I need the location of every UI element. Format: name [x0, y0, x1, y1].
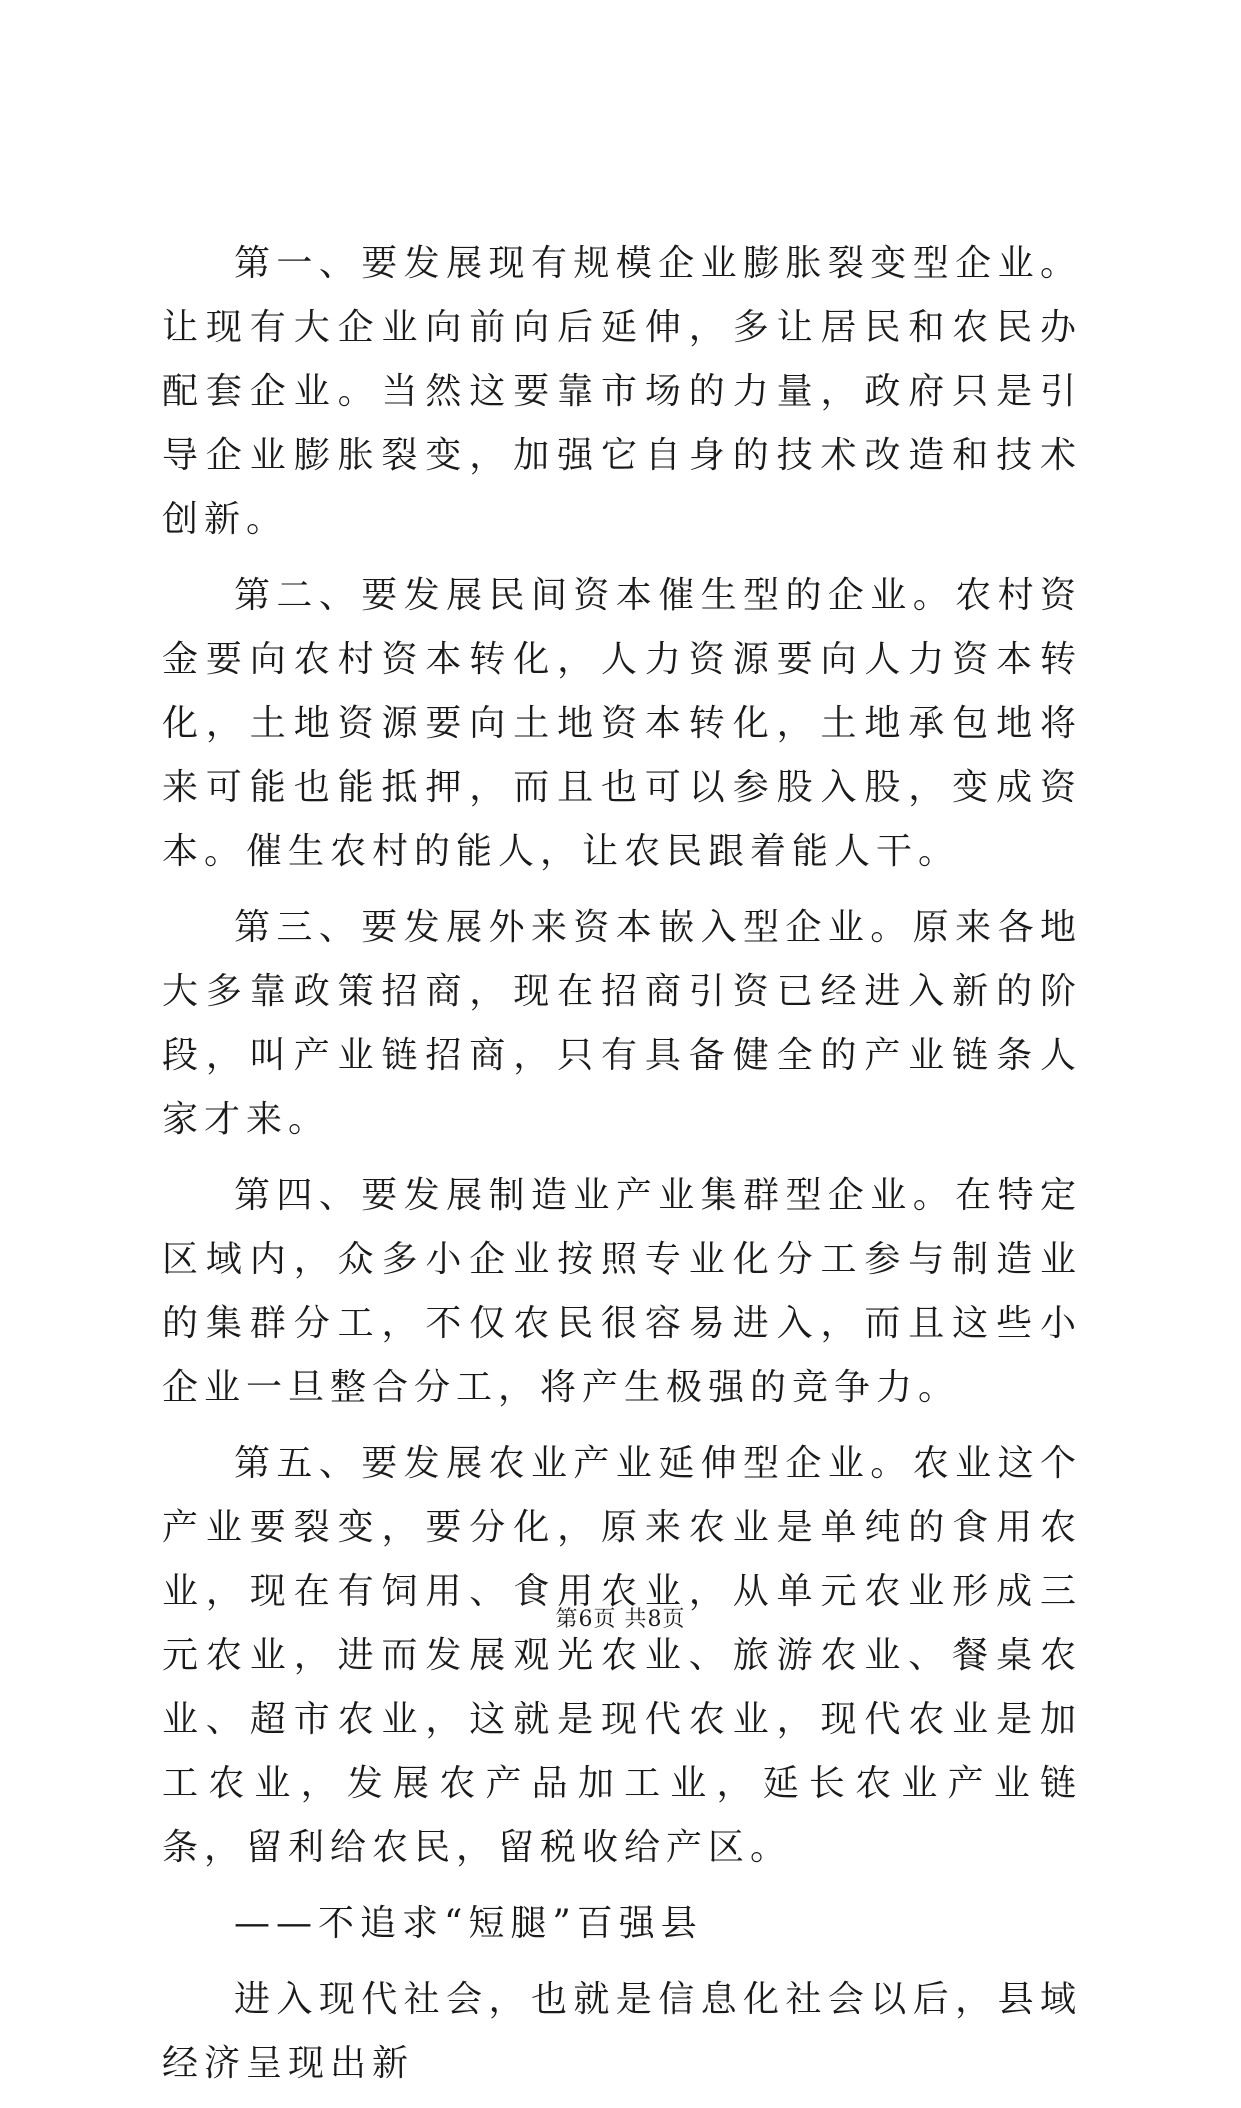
page-footer: 第6页 共8页 [555, 1607, 686, 1632]
paragraph-6: 进入现代社会，也就是信息化社会以后，县域经济呈现出新 [162, 1979, 1082, 2084]
section-subheading: ——不追求“短腿”百强县 [234, 1903, 703, 1944]
document-body [162, 232, 1082, 2108]
paragraph-1: 第一、要发展现有规模企业膨胀裂变型企业。让现有大企业向前向后延伸，多让居民和农民办配套企业。当然这要靠市场的力量，政府只是引导企业膨胀裂变，加强它自身的技术改造和技术创新。 [162, 243, 1082, 540]
paragraph-4: 第四、要发展制造业产业集群型企业。在特定区域内，众多小企业按照专业化分工参与制造业的集群分工，不仅农民很容易进入，而且这些小企业一旦整合分工，将产生极强的竞争力。 [162, 1175, 1082, 1408]
paragraph-3: 第三、要发展外来资本嵌入型企业。原来各地大多靠政策招商，现在招商引资已经进入新的阶段，叫产业链招商，只有具备健全的产业链条人家才来。 [162, 907, 1082, 1140]
paragraph-2: 第二、要发展民间资本催生型的企业。农村资金要向农村资本转化，人力资源要向人力资本转化，土地资源要向土地资本转化，土地承包地将来可能也能抵押，而且也可以参股入股，变成资本。催生农村的能人，让农民跟着能人干。 [162, 575, 1082, 872]
paragraph-5: 第五、要发展农业产业延伸型企业。农业这个产业要裂变，要分化，原来农业是单纯的食用农业，现在有饲用、食用农业，从单元农业形成三元农业，进而发展观光农业、旅游农业、餐桌农业、超市农业，这就是现代农业，现代农业是加工农业，发展农产品加工业，延长农业产业链条，留利给农民，留税收给产区。 [162, 1443, 1082, 1868]
